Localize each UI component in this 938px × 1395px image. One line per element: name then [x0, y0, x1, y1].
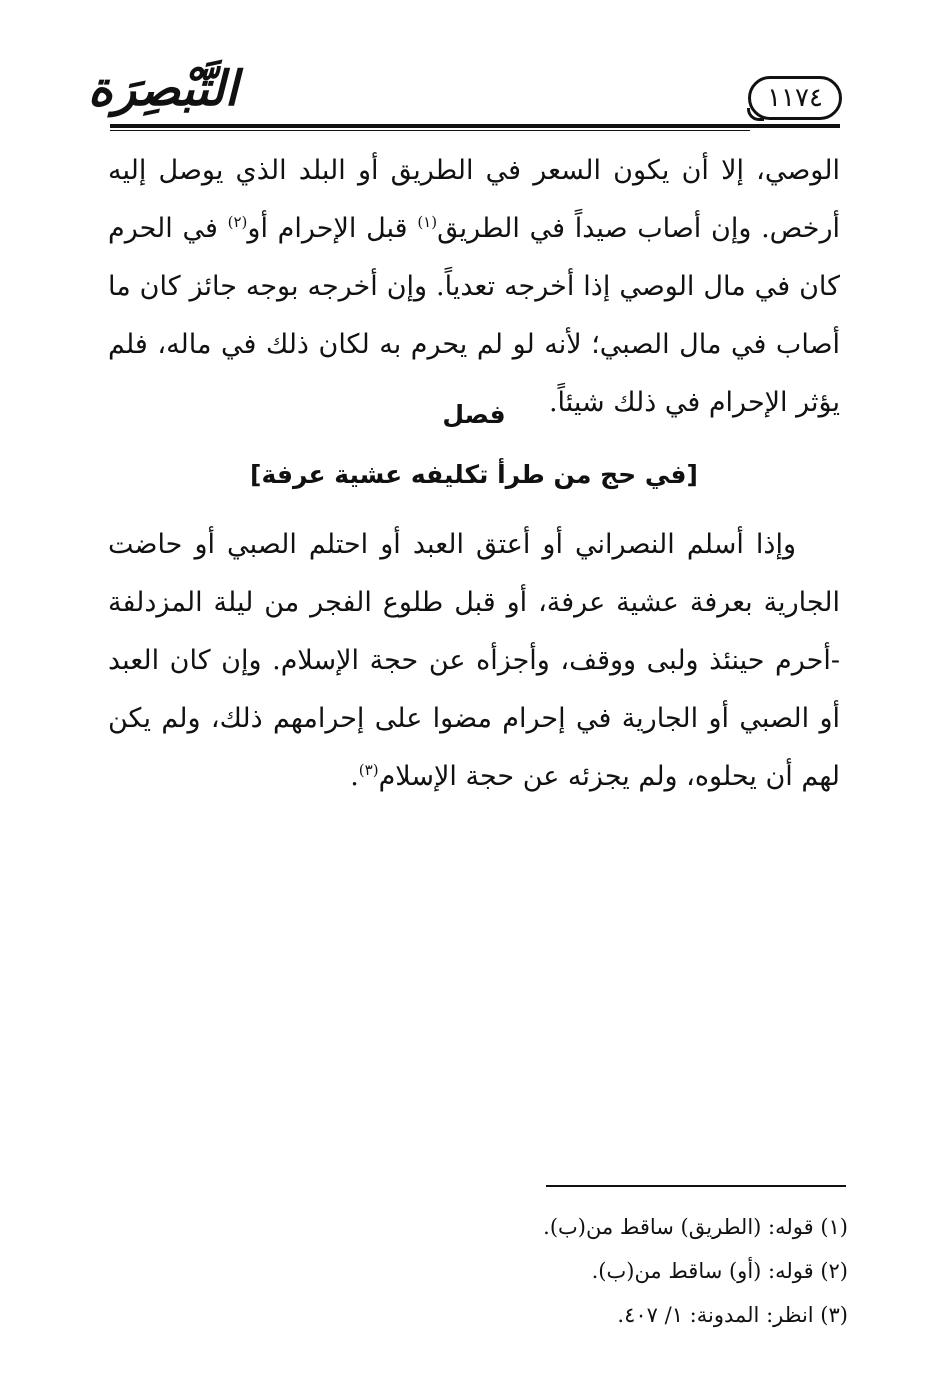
paragraph-1-text-b: قبل الإحرام أو	[247, 213, 418, 244]
paragraph-2	[108, 516, 840, 806]
page-number: ١١٧٤	[748, 76, 842, 120]
header-rule	[110, 124, 840, 128]
section-heading: فصل	[442, 400, 506, 429]
footnote-3: (٣) انظر: المدونة: ١/ ٤٠٧.	[617, 1303, 848, 1327]
footnote-2: (٢) قوله: (أو) ساقط من(ب).	[591, 1259, 848, 1283]
footnote-ref-2: (٢)	[227, 213, 248, 231]
footnote-ref-1: (١)	[417, 213, 438, 231]
paragraph-1-text-c: في الحرم كان في مال الوصي إذا أخرجه تعدياً. وإن أخرجه بوجه جائز كان ما أصاب في مال الصبي؛ لأنه لو لم يحرم به لكان ذلك في ماله، فلم يؤثر الإحرام في ذلك شيئاً.	[108, 213, 840, 418]
footnote-separator	[546, 1185, 846, 1187]
section-subheading: [في حج من طرأ تكليفه عشية عرفة]	[250, 460, 698, 489]
paragraph-1	[108, 142, 840, 432]
book-title-logo: التَّبْصِرَة	[87, 61, 238, 117]
paragraph-1-text-a: الوصي، إلا أن يكون السعر في الطريق أو البلد الذي يوصل إليه أرخص. وإن أصاب صيداً في الطريق	[108, 155, 840, 244]
header-rule-thin	[110, 130, 750, 131]
paragraph-2-end: .	[350, 761, 359, 792]
footnotes	[108, 1205, 848, 1337]
footnote-ref-3: (٣)	[358, 761, 379, 779]
footnote-1: (١) قوله: (الطريق) ساقط من(ب).	[543, 1215, 848, 1239]
paragraph-2-text: وإذا أسلم النصراني أو أعتق العبد أو احتلم الصبي أو حاضت الجارية بعرفة عشية عرفة، أو قبل طلوع الفجر من ليلة المزدلفة -أحرم حينئذ ولبى ووقف، وأجزأه عن حجة الإسلام. وإن كان العبد أو الصبي أو الجارية في إحرام مضوا على إحرامهم ذلك، ولم يكن لهم أن يحلوه، ولم يجزئه عن حجة الإسلام	[108, 529, 840, 792]
